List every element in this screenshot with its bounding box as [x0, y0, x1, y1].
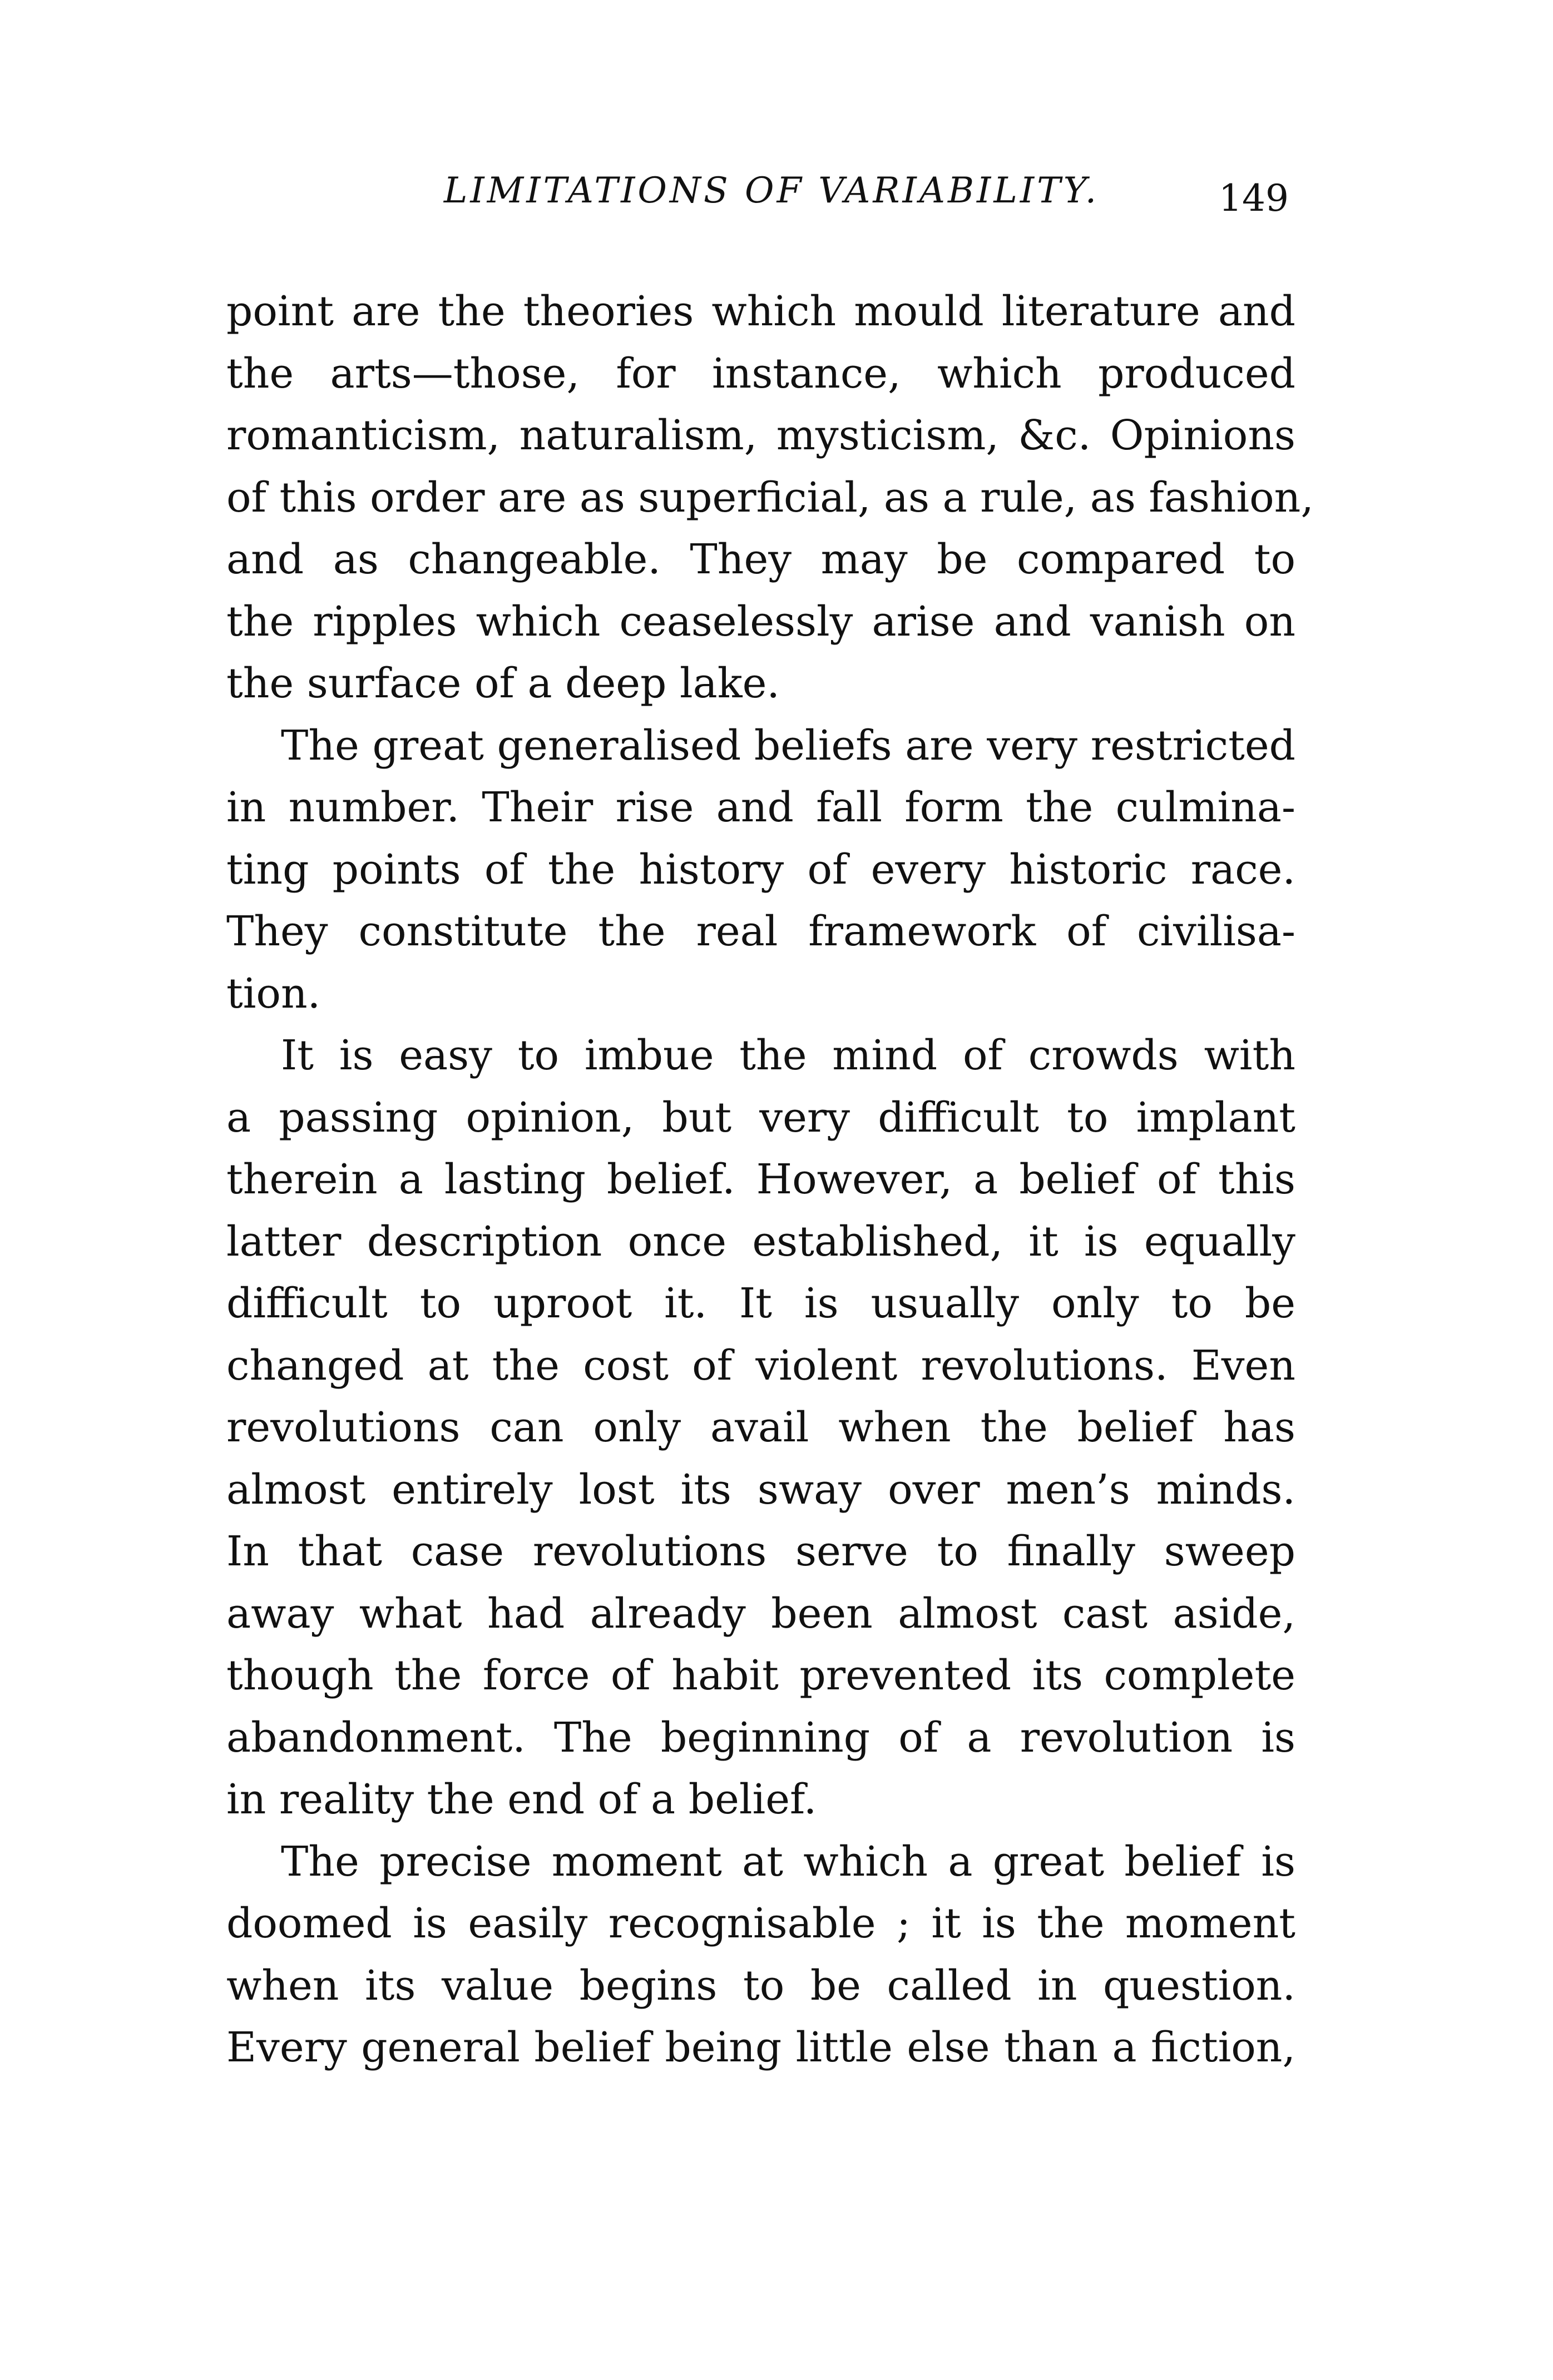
running-title: LIMITATIONS OF VARIABILITY.	[443, 170, 1100, 211]
text-line: revolutions can only avail when the belief has	[226, 1404, 1295, 1451]
text-line: The precise moment at which a great belief is	[281, 1837, 1295, 1886]
text-line: Every general belief being little else than a fiction,	[226, 2024, 1295, 2071]
text-line: latter description once established, it is equally	[226, 1217, 1295, 1266]
paragraph-1	[226, 281, 1314, 715]
running-head	[226, 162, 1317, 224]
text-line: when its value begins to be called in question.	[226, 1961, 1295, 2010]
text-line: of this order are as superficial, as a rule, as fashion,	[226, 473, 1314, 522]
text-line: and as changeable. They may be compared to	[226, 536, 1295, 583]
text-line: away what had already been almost cast aside,	[226, 1589, 1295, 1638]
text-line: almost entirely lost its sway over men’s minds.	[226, 1465, 1295, 1514]
text-line: in reality the end of a belief.	[226, 1776, 817, 1823]
body-text	[226, 281, 1314, 2079]
text-line: though the force of habit prevented its complete	[226, 1652, 1295, 1699]
text-line: the ripples which ceaselessly arise and vanish on	[226, 597, 1295, 646]
text-line: difficult to uproot it. It is usually only to be	[226, 1280, 1295, 1327]
text-line: therein a lasting belief. However, a belief of this	[226, 1156, 1295, 1203]
text-line: the surface of a deep lake.	[226, 660, 780, 707]
page-number: 149	[1219, 177, 1289, 220]
text-line: point are the theories which mould literature and	[226, 287, 1295, 335]
text-line: They constitute the real framework of civilisa-	[226, 908, 1295, 955]
text-line: in number. Their rise and fall form the culmina-	[226, 784, 1295, 831]
text-line: the arts—those, for instance, which produced	[226, 349, 1295, 398]
paragraph-2	[226, 715, 1295, 1025]
text-line: It is easy to imbue the mind of crowds with	[281, 1032, 1295, 1079]
text-line: ting points of the history of every historic race.	[226, 845, 1295, 894]
text-line: tion.	[226, 969, 321, 1018]
text-line: doomed is easily recognisable ; it is the moment	[226, 1900, 1295, 1947]
text-line: romanticism, naturalism, mysticism, &c. Opinions	[226, 411, 1295, 459]
paragraph-3	[226, 1025, 1295, 1831]
text-line: In that case revolutions serve to finally sweep	[226, 1528, 1295, 1575]
paragraph-4	[226, 1831, 1295, 2079]
text-line: abandonment. The beginning of a revolution is	[226, 1713, 1295, 1762]
text-line: The great generalised beliefs are very restricted	[281, 721, 1295, 770]
text-line: changed at the cost of violent revolutions. Even	[226, 1341, 1295, 1390]
text-line: a passing opinion, but very difficult to implant	[226, 1093, 1295, 1142]
